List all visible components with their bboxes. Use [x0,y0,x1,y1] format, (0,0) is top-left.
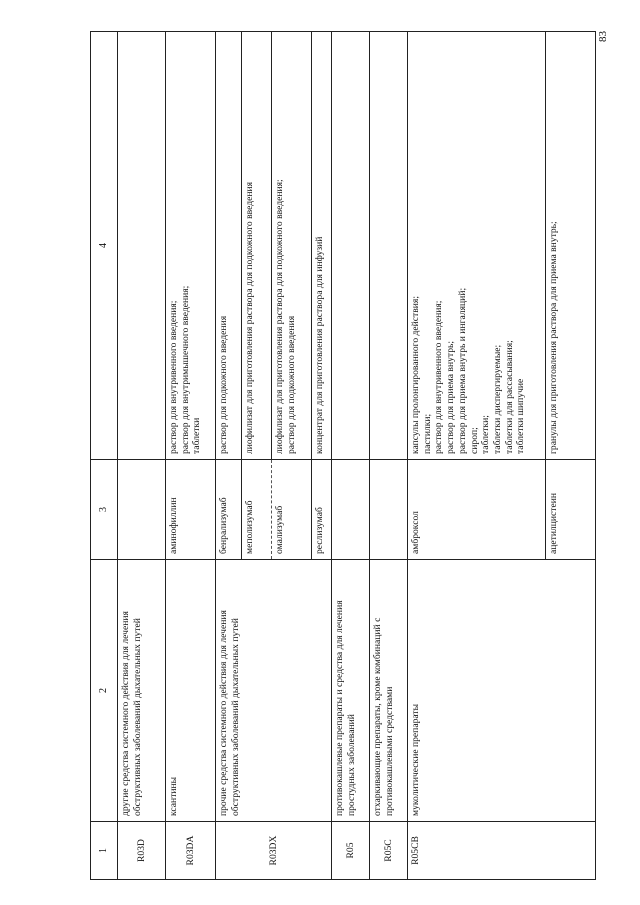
dosage-forms: концентрат для приготовления раствора для инфузий [312,32,332,460]
table-row [408,32,546,880]
atc-code: R05CB [408,822,596,880]
atc-group-name: отхаркивающие препараты, кроме комбинаций с противокашлевыми средствами [370,560,408,822]
drug-name: омализумаб [272,460,312,560]
dosage-forms: лиофилизат для приготовления раствора для подкожного введения; раствор для подкожного введения [272,32,312,460]
drug-name [118,460,166,560]
table-row [216,32,242,880]
atc-group-name: прочие средства системного действия для лечения обструктивных заболеваний дыхательных путей [216,560,332,822]
atc-code: R05 [332,822,370,880]
header-row [91,32,118,880]
page-number: 83 [597,31,609,42]
col-header-1: 1 [91,822,118,880]
dosage-forms: гранулы для приготовления раствора для приема внутрь; [546,32,596,460]
table-row [118,32,166,880]
atc-code: R05C [370,822,408,880]
drug-name: аминофиллин [166,460,216,560]
col-header-2: 2 [91,560,118,822]
atc-group-name: другие средства системного действия для лечения обструктивных заболеваний дыхательных путей [118,560,166,822]
dosage-forms: раствор для внутривенного введения; раствор для внутримышечного введения; таблетки [166,32,216,460]
table-row [332,32,370,880]
drug-name: бенрализумаб [216,460,242,560]
col-header-4: 4 [91,32,118,460]
atc-code: R03D [118,822,166,880]
dosage-forms: лиофилизат для приготовления раствора для подкожного введения [242,32,272,460]
dosage-forms [118,32,166,460]
table-row [370,32,408,880]
atc-code: R03DX [216,822,332,880]
atc-group-name: противокашлевые препараты и средства для лечения простудных заболеваний [332,560,370,822]
dosage-forms [332,32,370,460]
drug-name: амброксол [408,460,546,560]
dosage-forms: раствор для подкожного введения [216,32,242,460]
drug-name: меполизумаб [242,460,272,560]
drug-name: ацетилцистеин [546,460,596,560]
atc-group-name: ксантины [166,560,216,822]
col-header-3: 3 [91,460,118,560]
table-row [166,32,216,880]
atc-code: R03DA [166,822,216,880]
rotated-page [90,32,597,880]
drug-name: реслизумаб [312,460,332,560]
medicines-table [90,31,596,880]
atc-group-name: муколитические препараты [408,560,596,822]
dosage-forms [370,32,408,460]
drug-name [370,460,408,560]
dosage-forms: капсулы пролонгированного действия; пастилки; раствор для внутривенного введения; раствор для приема внутрь; раствор для приема внутрь и ингаляций; сироп; таблетки; таблетки диспергируемые; таблетки для рассасывания; таблетки шипучие [408,32,546,460]
drug-name [332,460,370,560]
